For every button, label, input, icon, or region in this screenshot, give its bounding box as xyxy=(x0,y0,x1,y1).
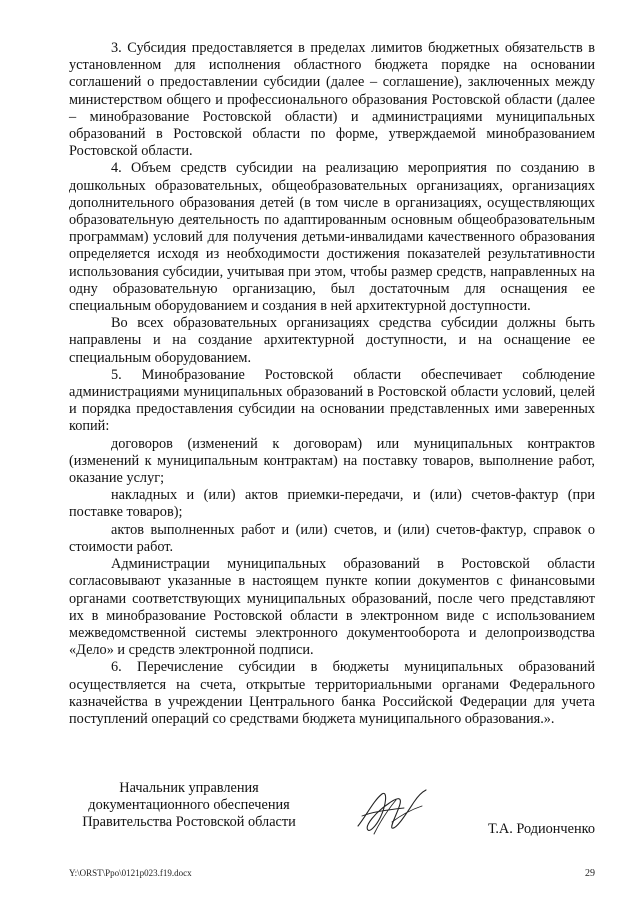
handwritten-signature xyxy=(352,786,432,838)
file-path: Y:\ORST\Ppo\0121p023.f19.docx xyxy=(69,868,192,878)
paragraph-document-approval: Администрации муниципальных образований в Ростовской области согласовывают указанные в настоящем пункте копии документов с финансовыми органами соответствующих муниципальных образований, после чего представляют их в минобразование Ростовской области в электронном виде с использованием межведомственной системы электронного документооборота и делопроизводства «Дело» и средств электронной подписи. xyxy=(69,556,595,659)
signatory-title-line: документационного обеспечения xyxy=(88,797,290,814)
list-item-contracts: договоров (изменений к договорам) или муниципальных контрактов (изменений к муниципальным контрактам) на поставку товаров, выполнение работ, оказание услуг; xyxy=(69,435,595,487)
list-item-invoices: накладных и (или) актов приемки-передачи, и (или) счетов-фактур (при поставке товаров); xyxy=(69,487,595,521)
signatory-name: Т.А. Родионченко xyxy=(488,821,595,837)
paragraph-architectural-access: Во всех образовательных организациях средства субсидии должны быть направлены и на создание архитектурной доступности, и на оснащение ее специальным оборудованием. xyxy=(69,315,595,366)
document-body xyxy=(69,40,595,728)
paragraph-5-compliance: 5. Минобразование Ростовской области обеспечивает соблюдение администрациями муниципальных образований в Ростовской области условий, целей и порядка предоставления субсидии на основании представленных ими заверенных копий: xyxy=(69,366,595,435)
signatory-title xyxy=(69,780,309,832)
paragraph-3-subsidy-limits: 3. Субсидия предоставляется в пределах лимитов бюджетных обязательств в установленном для исполнения областного бюджета порядке на основании соглашений о предоставлении субсидии (далее – соглашение), заключенных между министерством общего и профессионального образования Ростовской области (далее – минобразование Ростовской области) и администрациями муниципальных образований в Ростовской области по форме, утверждаемой минобразованием Ростовской области. xyxy=(69,40,595,160)
list-item-work-acts: актов выполненных работ и (или) счетов, и (или) счетов-фактур, справок о стоимости работ. xyxy=(69,521,595,555)
paragraph-4-subsidy-volume: 4. Объем средств субсидии на реализацию мероприятия по созданию в дошкольных образовательных, общеобразовательных организациях, организациях дополнительного образования детей (в том числе в организациях, осуществляющих образовательную деятельность по адаптированным основным общеобразовательным программам) условий для получения детьми-инвалидами качественного образования определяется исходя из необходимости достижения показателей результативности использования субсидии, учитывая при этом, чтобы размер средств, направленных на одну образовательную организацию, был достаточным для оснащения ее специальным оборудованием и создания в ней архитектурной доступности. xyxy=(69,160,595,315)
paragraph-6-transfer: 6. Перечисление субсидии в бюджеты муниципальных образований осуществляется на счета, открытые территориальными органами Федерального казначейства в учреждении Центрального банка Российской Федерации для учета поступлений операций со средствами бюджета муниципального образования.». xyxy=(69,659,595,727)
page-footer xyxy=(69,868,595,878)
signatory-title-line: Правительства Ростовской области xyxy=(82,814,296,831)
signatory-title-line: Начальник управления xyxy=(119,780,259,796)
page-number: 29 xyxy=(585,868,595,879)
signature-block xyxy=(69,780,595,840)
